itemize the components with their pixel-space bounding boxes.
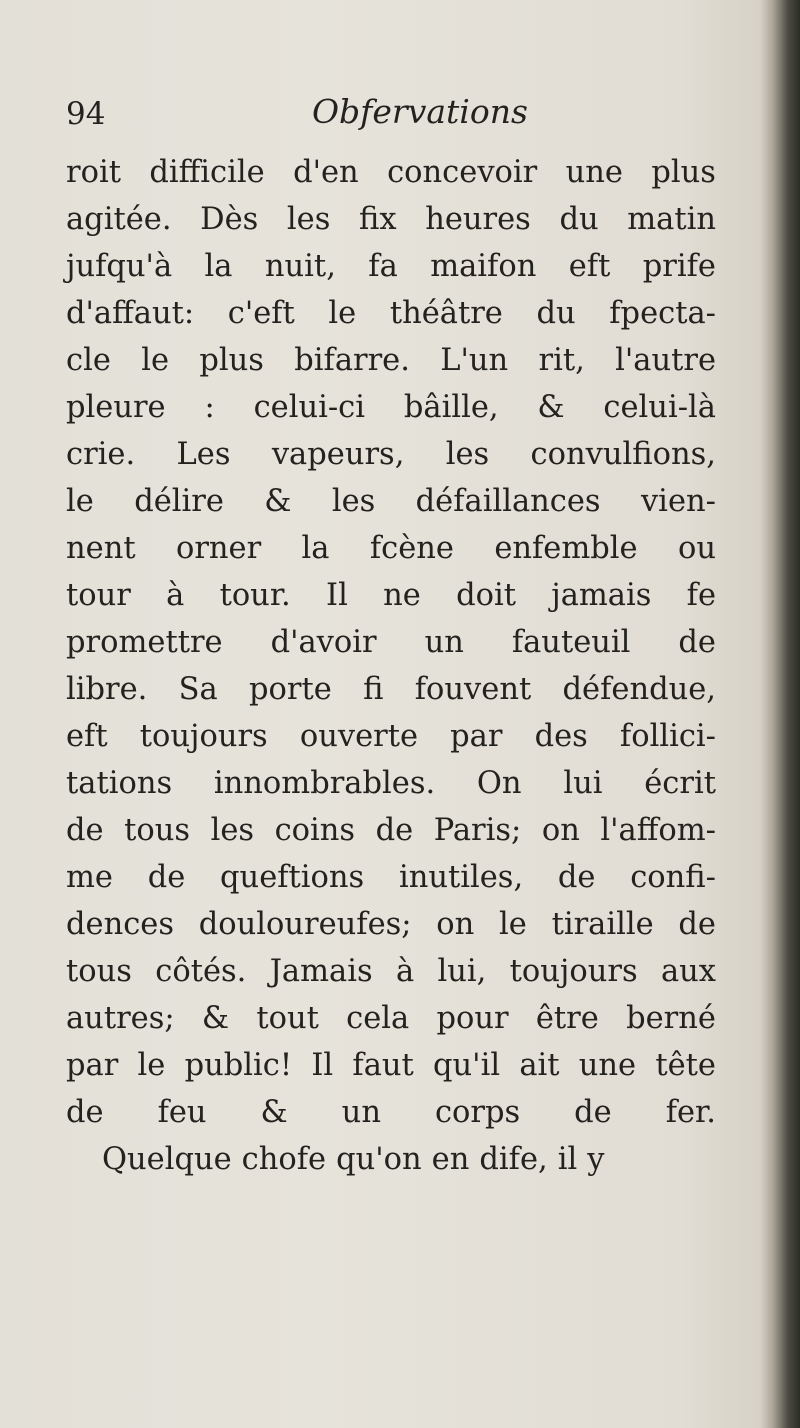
word: du	[559, 202, 599, 237]
text-line	[66, 478, 716, 525]
word: queftions	[220, 860, 365, 895]
word: :	[204, 390, 215, 425]
text-line	[66, 1042, 716, 1089]
word: Les	[176, 437, 231, 472]
word: &	[537, 390, 565, 425]
word: Dès	[200, 202, 259, 237]
text-line	[66, 1089, 716, 1136]
word: Sa	[178, 672, 218, 707]
word: vien-	[640, 484, 716, 519]
word: une	[578, 1048, 637, 1083]
word: le	[137, 1048, 166, 1083]
word: d'affaut:	[66, 296, 195, 331]
word: de	[557, 860, 596, 895]
word: tous	[66, 954, 132, 989]
word: on	[541, 813, 580, 848]
word: de	[147, 860, 186, 895]
text-line	[66, 760, 716, 807]
word: écrit	[644, 766, 716, 801]
word: tations	[66, 766, 173, 801]
word: douloureufes;	[198, 907, 412, 942]
word: L'un	[440, 343, 509, 378]
word: des	[534, 719, 588, 754]
word: le	[499, 907, 527, 942]
page-binding-edge	[760, 0, 800, 1428]
text-line	[66, 290, 716, 337]
text-line	[66, 431, 716, 478]
word: prife	[642, 249, 716, 284]
word: confi-	[630, 860, 716, 895]
word: de	[66, 1095, 104, 1130]
word: doit	[456, 578, 516, 613]
text-line	[66, 384, 716, 431]
word: fi	[363, 672, 384, 707]
word: inutiles,	[398, 860, 524, 895]
word: corps	[434, 1095, 521, 1130]
word: y	[587, 1142, 605, 1177]
word: celui-ci	[253, 390, 366, 425]
word: on	[436, 907, 475, 942]
text-line	[66, 196, 716, 243]
word: du	[536, 296, 576, 331]
word: faut	[352, 1048, 414, 1083]
word: un	[424, 625, 464, 660]
word: lui,	[437, 954, 487, 989]
word: libre.	[66, 672, 148, 707]
word: convulfions,	[530, 437, 716, 472]
word: toujours	[509, 954, 638, 989]
word: lui	[563, 766, 603, 801]
word: Quelque	[102, 1142, 232, 1177]
word: promettre	[66, 625, 223, 660]
word: porte	[249, 672, 332, 707]
word: fpecta-	[609, 296, 716, 331]
word: heures	[425, 202, 531, 237]
word: de	[66, 813, 104, 848]
word: qu'il	[433, 1048, 501, 1083]
word: défaillances	[415, 484, 601, 519]
text-line	[66, 1136, 716, 1183]
text-line	[66, 713, 716, 760]
word: d'avoir	[270, 625, 377, 660]
text-line	[66, 666, 716, 713]
word: de	[678, 625, 716, 660]
word: fouvent	[414, 672, 532, 707]
page-number: 94	[66, 96, 106, 132]
word: dife,	[479, 1142, 548, 1177]
word: la	[204, 249, 233, 284]
word: fcène	[369, 531, 454, 566]
word: fe	[686, 578, 716, 613]
word: coins	[274, 813, 356, 848]
word: tout	[256, 1001, 319, 1036]
word: de	[574, 1095, 612, 1130]
running-title: Obfervations	[312, 92, 528, 131]
word: feu	[157, 1095, 207, 1130]
word: fix	[359, 202, 397, 237]
word: crie.	[66, 437, 136, 472]
word: autres;	[66, 1001, 175, 1036]
word: ait	[519, 1048, 560, 1083]
word: aux	[660, 954, 716, 989]
word: eft	[568, 249, 611, 284]
word: plus	[199, 343, 264, 378]
word: pour	[436, 1001, 509, 1036]
word: les	[445, 437, 490, 472]
word: l'affom-	[600, 813, 716, 848]
word: ou	[677, 531, 716, 566]
word: qu'on	[336, 1142, 422, 1177]
word: rit,	[538, 343, 585, 378]
word: les	[210, 813, 255, 848]
word: théâtre	[389, 296, 503, 331]
word: bâille,	[403, 390, 499, 425]
word: eft	[66, 719, 108, 754]
word: côtés.	[155, 954, 247, 989]
page-header	[66, 92, 726, 138]
text-line	[66, 525, 716, 572]
word: ne	[383, 578, 421, 613]
word: les	[331, 484, 376, 519]
text-line	[66, 149, 716, 196]
word: de	[375, 813, 414, 848]
word: cle	[66, 343, 111, 378]
word: tous	[124, 813, 191, 848]
word: orner	[175, 531, 262, 566]
word: à	[395, 954, 415, 989]
word: difficile	[149, 155, 265, 190]
word: matin	[627, 202, 716, 237]
word: me	[66, 860, 113, 895]
word: jamais	[551, 578, 652, 613]
word: délire	[134, 484, 224, 519]
word: roit	[66, 155, 121, 190]
body-text	[66, 149, 716, 1183]
text-line	[66, 572, 716, 619]
word: une	[565, 155, 623, 190]
word: tiraille	[551, 907, 654, 942]
word: follici-	[619, 719, 716, 754]
word: Il	[326, 578, 348, 613]
text-line	[66, 337, 716, 384]
word: fer.	[665, 1095, 716, 1130]
word: Il	[311, 1048, 334, 1083]
text-line	[66, 948, 716, 995]
word: par	[450, 719, 503, 754]
word: défendue,	[562, 672, 716, 707]
text-line	[66, 807, 716, 854]
word: le	[328, 296, 357, 331]
word: chofe	[241, 1142, 327, 1177]
word: d'en	[293, 155, 359, 190]
word: les	[286, 202, 331, 237]
word: &	[264, 484, 292, 519]
word: il	[557, 1142, 578, 1177]
word: le	[66, 484, 94, 519]
word: dences	[66, 907, 175, 942]
word: pleure	[66, 390, 166, 425]
word: nent	[66, 531, 136, 566]
word: de	[678, 907, 716, 942]
word: celui-là	[603, 390, 716, 425]
word: maifon	[430, 249, 537, 284]
word: en	[431, 1142, 470, 1177]
word: l'autre	[615, 343, 716, 378]
word: un	[341, 1095, 381, 1130]
word: Paris;	[433, 813, 522, 848]
word: cela	[346, 1001, 410, 1036]
word: innombrables.	[213, 766, 436, 801]
word: vapeurs,	[271, 437, 405, 472]
word: concevoir	[387, 155, 538, 190]
word: c'eft	[227, 296, 295, 331]
word: nuit,	[264, 249, 336, 284]
word: la	[301, 531, 330, 566]
word: tête	[655, 1048, 716, 1083]
word: &	[201, 1001, 230, 1036]
word: Jamais	[269, 954, 373, 989]
word: tour	[66, 578, 131, 613]
word: plus	[651, 155, 716, 190]
word: On	[476, 766, 522, 801]
text-line	[66, 243, 716, 290]
text-line	[66, 901, 716, 948]
word: &	[260, 1095, 288, 1130]
word: fa	[368, 249, 398, 284]
word: ouverte	[299, 719, 419, 754]
word: agitée.	[66, 202, 172, 237]
word: toujours	[139, 719, 268, 754]
word: jufqu'à	[66, 249, 173, 284]
word: berné	[626, 1001, 716, 1036]
word: public!	[184, 1048, 293, 1083]
word: à	[166, 578, 185, 613]
word: enfemble	[494, 531, 638, 566]
word: être	[535, 1001, 599, 1036]
word: le	[141, 343, 170, 378]
word: fauteuil	[511, 625, 631, 660]
text-line	[66, 854, 716, 901]
word: tour.	[219, 578, 291, 613]
word: bifarre.	[294, 343, 410, 378]
text-line	[66, 995, 716, 1042]
text-line	[66, 619, 716, 666]
word: par	[66, 1048, 119, 1083]
